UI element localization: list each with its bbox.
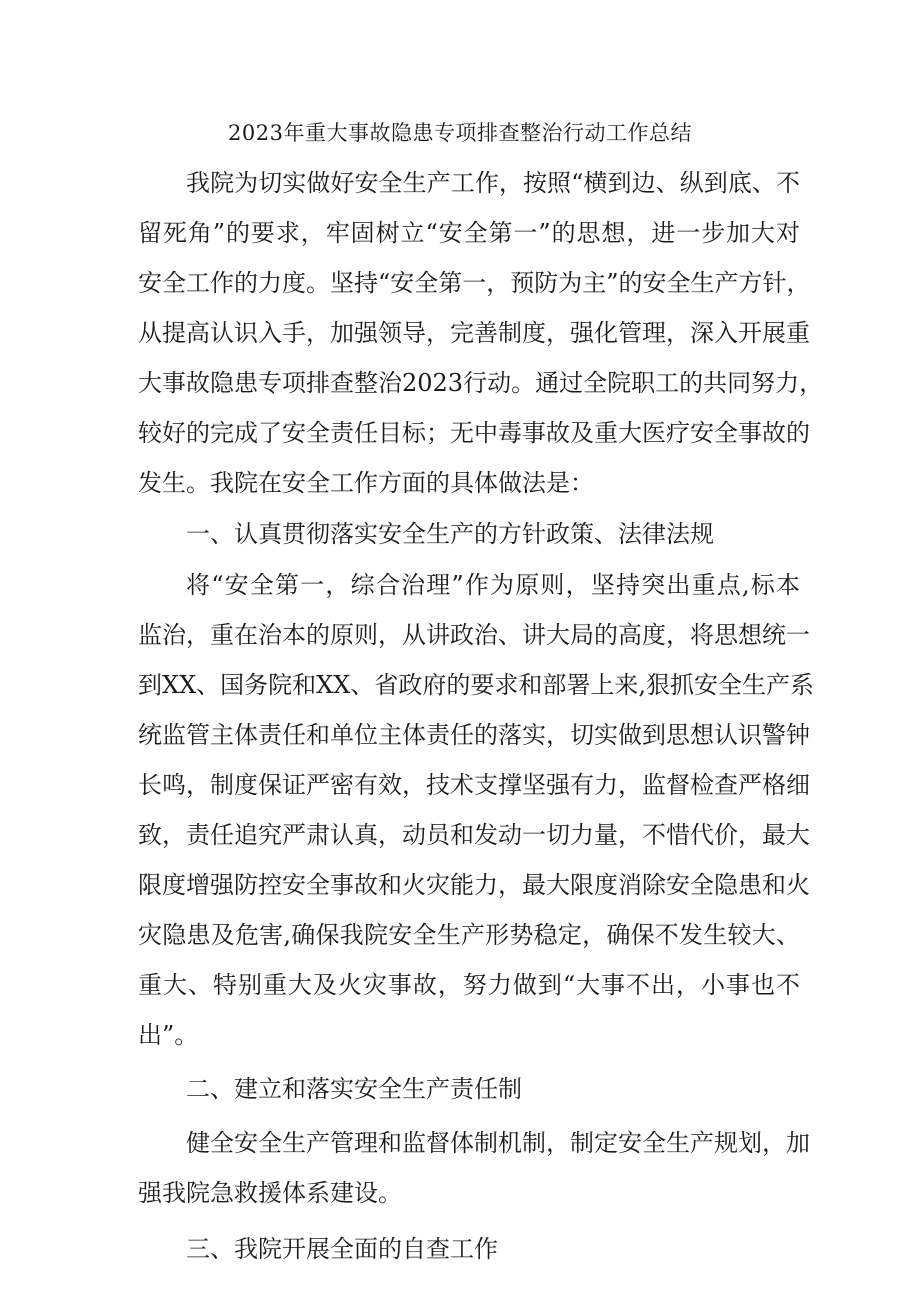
paragraph-line: 较好的完成了安全责任目标；无中毒事故及重大医疗安全事故的 — [138, 419, 810, 447]
paragraph-line: 留死角”的要求，牢固树立“安全第一”的思想，进一步加大对 — [138, 219, 800, 247]
paragraph-line: 监治，重在治本的原则，从讲政治、讲大局的高度，将思想统一 — [138, 621, 810, 649]
section-heading-1: 一、认真贯彻落实安全生产的方针政策、法律法规 — [186, 520, 714, 548]
document-title: 2023年重大事故隐患专项排查整治行动工作总结 — [228, 121, 692, 145]
paragraph-line: 将“安全第一，综合治理”作为原则，坚持突出重点,标本 — [186, 571, 800, 599]
paragraph-line: 长鸣，制度保证严密有效，技术支撑坚强有力，监督检查严格细 — [138, 771, 810, 799]
section-heading-3: 三、我院开展全面的自查工作 — [186, 1235, 498, 1263]
paragraph-line: 到XX、国务院和XX、省政府的要求和部署上来,狠抓安全生产系 — [138, 671, 814, 699]
paragraph-line: 强我院急救援体系建设。 — [138, 1179, 402, 1207]
paragraph-line: 限度增强防控安全事故和火灾能力，最大限度消除安全隐患和火 — [138, 871, 810, 899]
paragraph-line: 我院为切实做好安全生产工作，按照“横到边、纵到底、不 — [186, 169, 800, 197]
section-heading-2: 二、建立和落实安全生产责任制 — [186, 1075, 522, 1103]
paragraph-line: 健全安全生产管理和监督体制机制，制定安全生产规划，加 — [186, 1129, 810, 1157]
paragraph-line: 发生。我院在安全工作方面的具体做法是： — [138, 469, 594, 497]
paragraph-line: 致，责任追究严肃认真，动员和发动一切力量，不惜代价，最大 — [138, 821, 810, 849]
paragraph-line: 出”。 — [138, 1021, 199, 1049]
paragraph-line: 重大、特别重大及火灾事故，努力做到“大事不出，小事也不 — [138, 971, 800, 999]
paragraph-line: 安全工作的力度。坚持“安全第一，预防为主”的安全生产方针， — [138, 269, 811, 297]
paragraph-line: 从提高认识入手，加强领导，完善制度，强化管理，深入开展重 — [138, 319, 810, 347]
paragraph-line: 灾隐患及危害,确保我院安全生产形势稳定，确保不发生较大、 — [138, 921, 800, 949]
paragraph-line: 大事故隐患专项排查整治2023行动。通过全院职工的共同努力， — [138, 369, 824, 397]
paragraph-line: 统监管主体责任和单位主体责任的落实，切实做到思想认识警钟 — [138, 721, 810, 749]
